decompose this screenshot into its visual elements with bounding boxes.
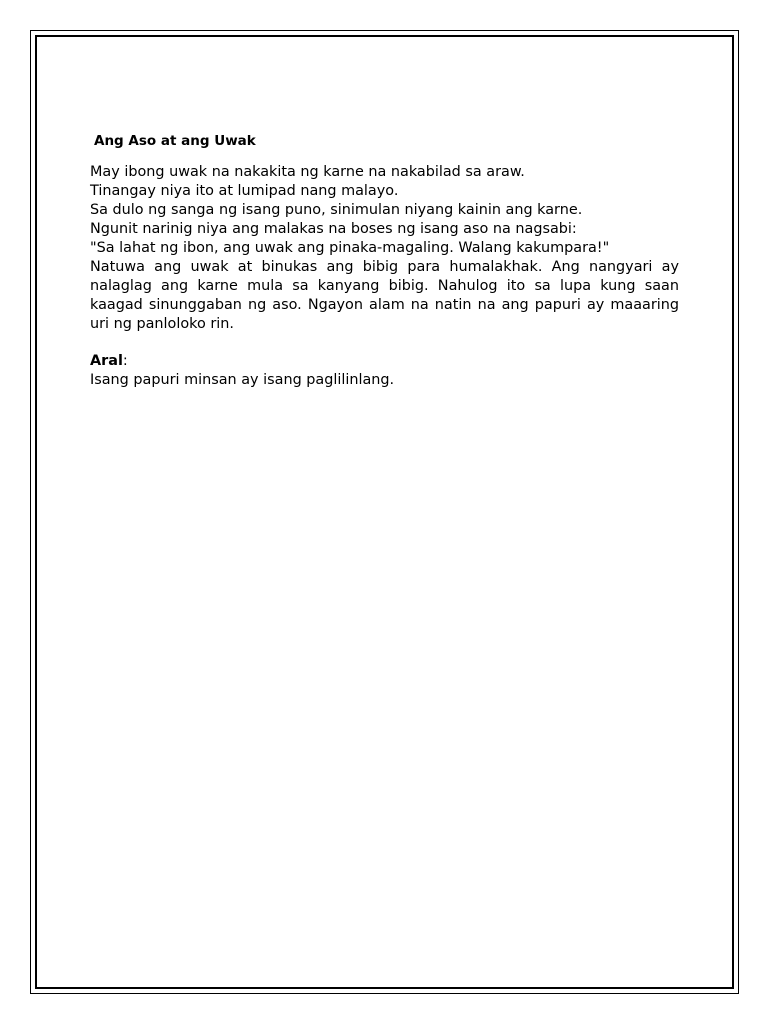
story-line: May ibong uwak na nakakita ng karne na nakabilad sa araw. bbox=[90, 164, 525, 180]
document-title: Ang Aso at ang Uwak bbox=[94, 133, 256, 149]
document-body bbox=[90, 132, 679, 390]
moral-heading bbox=[90, 352, 679, 371]
moral-text: Isang papuri minsan ay isang paglilinlang. bbox=[90, 372, 395, 388]
story-line: Tinangay niya ito at lumipad nang malayo. bbox=[90, 183, 399, 199]
story-paragraph: Natuwa ang uwak at binukas ang bibig para humalakhak. Ang nangyari ay nalaglag ang karne mula sa kanyang bibig. Nahulog ito sa lupa kung saan kaagad sinunggaban ng aso. Ngayon alam na natin na ang papuri ay maaaring uri ng panloloko rin. bbox=[90, 259, 679, 332]
moral-label: Aral bbox=[90, 353, 123, 369]
story-line: "Sa lahat ng ibon, ang uwak ang pinaka-magaling. Walang kakumpara!" bbox=[90, 240, 610, 256]
moral-colon: : bbox=[122, 353, 128, 369]
story-line: Sa dulo ng sanga ng isang puno, sinimulan niyang kainin ang karne. bbox=[90, 202, 583, 218]
story-line: Ngunit narinig niya ang malakas na boses ng isang aso na nagsabi: bbox=[90, 221, 577, 237]
